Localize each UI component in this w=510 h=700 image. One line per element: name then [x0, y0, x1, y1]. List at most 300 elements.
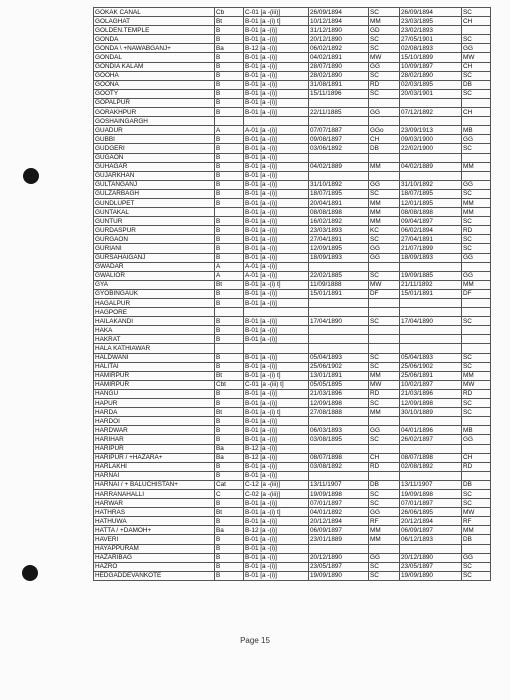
class-code-cell: B [215, 144, 244, 153]
opened-by-cell: DB [369, 144, 400, 153]
upgraded-by-cell: CH [462, 17, 491, 26]
upgraded-date-cell [400, 471, 462, 480]
class-code-cell: B [215, 108, 244, 117]
upgraded-by-cell: SC [462, 399, 491, 408]
opened-by-cell: SC [369, 35, 400, 44]
office-name-cell: GUGAON [94, 153, 215, 162]
office-name-cell: GOKAK CANAL [94, 8, 215, 17]
upgraded-date-cell: 26/02/1897 [400, 435, 462, 444]
category-cell: B-01 [a -(i)] [244, 217, 309, 226]
office-name-cell: GUJARKHAN [94, 171, 215, 180]
category-cell: B-01 [a -(i)] [244, 417, 309, 426]
class-code-cell: B [215, 153, 244, 162]
table-row [94, 44, 491, 53]
opened-date-cell: 05/04/1893 [309, 353, 369, 362]
opened-date-cell: 03/08/1895 [309, 435, 369, 444]
office-name-cell: GURSAHAIGANJ [94, 253, 215, 262]
upgraded-date-cell: 19/09/1885 [400, 271, 462, 280]
office-name-cell: GORAKHPUR [94, 108, 215, 117]
class-code-cell: B [215, 253, 244, 262]
category-cell: B-12 [a -(i)] [244, 453, 309, 462]
category-cell: B-01 [a -(i)] [244, 289, 309, 298]
category-cell: B-01 [a -(i)] [244, 253, 309, 262]
upgraded-by-cell: SC [462, 244, 491, 253]
table-row [94, 162, 491, 171]
upgraded-date-cell [400, 308, 462, 317]
opened-date-cell: 20/12/1890 [309, 553, 369, 562]
category-cell: C-12 [a -(iii)] [244, 480, 309, 489]
table-row [94, 526, 491, 535]
class-code-cell: B [215, 462, 244, 471]
category-cell: B-01 [a -(i)] [244, 71, 309, 80]
category-cell: B-01 [a -(i)] [244, 517, 309, 526]
upgraded-date-cell [400, 417, 462, 426]
punch-hole-upper [23, 168, 39, 184]
category-cell: A-01 [a -(i)] [244, 126, 309, 135]
upgraded-date-cell [400, 444, 462, 453]
category-cell: A-01 [a -(i)] [244, 271, 309, 280]
category-cell: B-01 [a -(i)] [244, 435, 309, 444]
upgraded-by-cell: MM [462, 371, 491, 380]
upgraded-by-cell: SC [462, 317, 491, 326]
upgraded-by-cell: SC [462, 71, 491, 80]
table-row [94, 108, 491, 117]
category-cell: B-01 [a -(i)] [244, 208, 309, 217]
class-code-cell: B [215, 80, 244, 89]
upgraded-date-cell: 23/05/1897 [400, 562, 462, 571]
opened-date-cell: 08/08/1898 [309, 208, 369, 217]
table-row [94, 53, 491, 62]
upgraded-date-cell: 19/09/1898 [400, 489, 462, 498]
opened-by-cell [369, 544, 400, 553]
class-code-cell: A [215, 262, 244, 271]
class-code-cell: B [215, 198, 244, 207]
upgraded-date-cell: 21/11/1892 [400, 280, 462, 289]
upgraded-by-cell [462, 471, 491, 480]
table-row [94, 553, 491, 562]
upgraded-by-cell: SC [462, 353, 491, 362]
opened-by-cell [369, 98, 400, 107]
opened-date-cell: 26/09/1894 [309, 8, 369, 17]
upgraded-by-cell: MW [462, 380, 491, 389]
category-cell: B-01 [a -(i)] [244, 26, 309, 35]
category-cell: B-01 [a -(i)] [244, 235, 309, 244]
table-row [94, 326, 491, 335]
upgraded-date-cell: 26/09/1894 [400, 8, 462, 17]
upgraded-by-cell: SC [462, 489, 491, 498]
upgraded-by-cell [462, 544, 491, 553]
upgraded-date-cell: 10/09/1897 [400, 62, 462, 71]
class-code-cell: A [215, 271, 244, 280]
opened-date-cell: 13/01/1891 [309, 371, 369, 380]
category-cell: C-01 [a -(iii) t] [244, 380, 309, 389]
category-cell: B-01 [a -(i) t] [244, 280, 309, 289]
opened-date-cell: 03/06/1892 [309, 144, 369, 153]
upgraded-by-cell: SC [462, 8, 491, 17]
class-code-cell: Ba [215, 444, 244, 453]
opened-by-cell [369, 117, 400, 126]
upgraded-date-cell: 13/11/1907 [400, 480, 462, 489]
opened-date-cell: 28/07/1890 [309, 62, 369, 71]
office-name-cell: HARIHAR [94, 435, 215, 444]
upgraded-date-cell: 06/02/1894 [400, 226, 462, 235]
office-name-cell: GOPALPUR [94, 98, 215, 107]
opened-by-cell: RD [369, 389, 400, 398]
upgraded-date-cell: 09/04/1897 [400, 217, 462, 226]
office-name-cell: HATHUWA [94, 517, 215, 526]
office-name-cell: GONDA [94, 35, 215, 44]
table-row [94, 408, 491, 417]
opened-date-cell: 07/01/1897 [309, 499, 369, 508]
office-name-cell: HAZARIBAG [94, 553, 215, 562]
class-code-cell: B [215, 362, 244, 371]
class-code-cell: B [215, 135, 244, 144]
table-row [94, 426, 491, 435]
opened-by-cell: SC [369, 353, 400, 362]
table-row [94, 499, 491, 508]
class-code-cell: B [215, 326, 244, 335]
opened-date-cell: 23/03/1893 [309, 226, 369, 235]
opened-date-cell: 20/12/1890 [309, 35, 369, 44]
class-code-cell: Cat [215, 480, 244, 489]
opened-by-cell: SC [369, 271, 400, 280]
class-code-cell: B [215, 389, 244, 398]
opened-by-cell: GG [369, 180, 400, 189]
opened-date-cell [309, 417, 369, 426]
class-code-cell: B [215, 189, 244, 198]
opened-by-cell: DB [369, 480, 400, 489]
upgraded-date-cell: 09/03/1900 [400, 135, 462, 144]
opened-date-cell: 27/08/1888 [309, 408, 369, 417]
class-code-cell: B [215, 426, 244, 435]
office-name-cell: HEDGADDEVANKOTE [94, 571, 215, 580]
table-row [94, 517, 491, 526]
upgraded-date-cell: 17/04/1890 [400, 317, 462, 326]
class-code-cell: B [215, 89, 244, 98]
opened-by-cell: GG [369, 426, 400, 435]
upgraded-by-cell: MM [462, 162, 491, 171]
opened-by-cell: SC [369, 562, 400, 571]
upgraded-date-cell [400, 299, 462, 308]
upgraded-by-cell [462, 335, 491, 344]
upgraded-by-cell: RF [462, 517, 491, 526]
class-code-cell: B [215, 517, 244, 526]
opened-by-cell: SC [369, 71, 400, 80]
office-name-cell: GUADUR [94, 126, 215, 135]
office-name-cell: GOOTY [94, 89, 215, 98]
category-cell: B-01 [a -(i)] [244, 553, 309, 562]
category-cell: B-01 [a -(i)] [244, 462, 309, 471]
table-row [94, 71, 491, 80]
opened-date-cell: 13/11/1907 [309, 480, 369, 489]
upgraded-date-cell: 27/05/1901 [400, 35, 462, 44]
class-code-cell [215, 208, 244, 217]
category-cell: B-01 [a -(i)] [244, 226, 309, 235]
upgraded-date-cell: 08/08/1898 [400, 208, 462, 217]
table-row [94, 535, 491, 544]
opened-date-cell [309, 98, 369, 107]
table-row [94, 98, 491, 107]
opened-by-cell: MM [369, 208, 400, 217]
upgraded-date-cell: 19/09/1890 [400, 571, 462, 580]
opened-date-cell: 18/09/1893 [309, 253, 369, 262]
category-cell: B-01 [a -(i)] [244, 389, 309, 398]
opened-date-cell [309, 171, 369, 180]
opened-by-cell [369, 299, 400, 308]
upgraded-date-cell [400, 98, 462, 107]
table-row [94, 435, 491, 444]
upgraded-date-cell [400, 326, 462, 335]
category-cell: B-01 [a -(i)] [244, 162, 309, 171]
opened-date-cell: 15/11/1896 [309, 89, 369, 98]
opened-date-cell: 28/02/1890 [309, 71, 369, 80]
category-cell: B-01 [a -(i)] [244, 198, 309, 207]
class-code-cell: Bt [215, 371, 244, 380]
opened-date-cell: 23/01/1889 [309, 535, 369, 544]
category-cell: B-01 [a -(i)] [244, 399, 309, 408]
upgraded-date-cell [400, 544, 462, 553]
upgraded-by-cell: SC [462, 35, 491, 44]
category-cell: B-01 [a -(i)] [244, 98, 309, 107]
office-name-cell: HALA KATHIAWAR [94, 344, 215, 353]
opened-by-cell [369, 308, 400, 317]
upgraded-date-cell: 22/02/1900 [400, 144, 462, 153]
upgraded-by-cell: SC [462, 362, 491, 371]
upgraded-by-cell: CH [462, 108, 491, 117]
table-row [94, 362, 491, 371]
upgraded-by-cell: SC [462, 189, 491, 198]
office-name-cell: HAGALPUR [94, 299, 215, 308]
table-row [94, 262, 491, 271]
office-name-cell: HAMIRPUR [94, 371, 215, 380]
upgraded-date-cell: 15/10/1899 [400, 53, 462, 62]
opened-by-cell: MM [369, 162, 400, 171]
table-row [94, 144, 491, 153]
opened-by-cell: MW [369, 280, 400, 289]
office-name-cell: GWALIOR [94, 271, 215, 280]
category-cell: B-01 [a -(i) t] [244, 408, 309, 417]
opened-by-cell: MM [369, 371, 400, 380]
category-cell: B-01 [a -(i)] [244, 362, 309, 371]
category-cell: B-01 [a -(i)] [244, 571, 309, 580]
upgraded-date-cell [400, 344, 462, 353]
class-code-cell: B [215, 71, 244, 80]
opened-date-cell [309, 326, 369, 335]
office-name-cell: GONDIA KALAM [94, 62, 215, 71]
office-name-cell: GURDASPUR [94, 226, 215, 235]
upgraded-by-cell [462, 153, 491, 162]
office-name-cell: GOOHA [94, 71, 215, 80]
upgraded-by-cell: SC [462, 89, 491, 98]
class-code-cell: Ba [215, 453, 244, 462]
upgraded-date-cell: 30/10/1889 [400, 408, 462, 417]
opened-date-cell: 31/08/1891 [309, 80, 369, 89]
opened-by-cell: MM [369, 535, 400, 544]
category-cell: B-01 [a -(i)] [244, 189, 309, 198]
upgraded-by-cell: MM [462, 280, 491, 289]
upgraded-by-cell: GG [462, 180, 491, 189]
upgraded-by-cell [462, 26, 491, 35]
table-row [94, 335, 491, 344]
upgraded-by-cell: DF [462, 289, 491, 298]
table-row [94, 26, 491, 35]
table-row [94, 126, 491, 135]
class-code-cell: B [215, 235, 244, 244]
opened-date-cell: 17/04/1890 [309, 317, 369, 326]
upgraded-by-cell [462, 117, 491, 126]
upgraded-by-cell [462, 344, 491, 353]
class-code-cell: B [215, 471, 244, 480]
class-code-cell: Bt [215, 17, 244, 26]
upgraded-date-cell [400, 171, 462, 180]
upgraded-by-cell: MW [462, 53, 491, 62]
office-name-cell: GULTANGANJ [94, 180, 215, 189]
table-row [94, 80, 491, 89]
table-row [94, 380, 491, 389]
opened-by-cell: SC [369, 489, 400, 498]
class-code-cell: Bt [215, 508, 244, 517]
category-cell: B-01 [a -(i)] [244, 35, 309, 44]
office-name-cell: GYOBINGAUK [94, 289, 215, 298]
opened-date-cell: 27/04/1891 [309, 235, 369, 244]
class-code-cell: B [215, 571, 244, 580]
category-cell: B-01 [a -(i)] [244, 144, 309, 153]
opened-date-cell: 31/10/1892 [309, 180, 369, 189]
table-row [94, 189, 491, 198]
category-cell: B-01 [a -(i) t] [244, 371, 309, 380]
upgraded-by-cell: MB [462, 426, 491, 435]
upgraded-date-cell [400, 117, 462, 126]
opened-by-cell [369, 326, 400, 335]
office-name-cell: HAZRO [94, 562, 215, 571]
table-row [94, 480, 491, 489]
opened-date-cell [309, 544, 369, 553]
office-name-cell: HARDOI [94, 417, 215, 426]
upgraded-by-cell [462, 308, 491, 317]
upgraded-by-cell [462, 444, 491, 453]
opened-by-cell: KC [369, 226, 400, 235]
upgraded-by-cell: MM [462, 208, 491, 217]
opened-by-cell: SC [369, 435, 400, 444]
opened-by-cell: MW [369, 53, 400, 62]
table-row [94, 253, 491, 262]
office-name-cell: HARNAI / + BALUCHISTAN+ [94, 480, 215, 489]
upgraded-by-cell: MM [462, 526, 491, 535]
table-row [94, 571, 491, 580]
opened-by-cell: GD [369, 26, 400, 35]
opened-date-cell: 20/04/1891 [309, 198, 369, 207]
upgraded-by-cell: RD [462, 389, 491, 398]
upgraded-date-cell: 21/03/1896 [400, 389, 462, 398]
category-cell: B-01 [a -(i)] [244, 562, 309, 571]
class-code-cell: Ba [215, 526, 244, 535]
office-name-cell: GUNTAKAL [94, 208, 215, 217]
class-code-cell: Bt [215, 408, 244, 417]
upgraded-date-cell: 31/10/1892 [400, 180, 462, 189]
category-cell: C-01 [a -(iii)] [244, 8, 309, 17]
opened-date-cell: 04/02/1891 [309, 53, 369, 62]
table-row [94, 235, 491, 244]
class-code-cell: B [215, 353, 244, 362]
upgraded-date-cell: 23/03/1895 [400, 17, 462, 26]
office-name-cell: GULZARBAGH [94, 189, 215, 198]
upgraded-date-cell: 08/07/1898 [400, 453, 462, 462]
office-name-cell: HARIPUR / +HAZARA+ [94, 453, 215, 462]
opened-by-cell: SC [369, 8, 400, 17]
upgraded-by-cell: MB [462, 126, 491, 135]
category-cell: B-01 [a -(i)] [244, 108, 309, 117]
opened-by-cell: DF [369, 289, 400, 298]
class-code-cell: B [215, 26, 244, 35]
office-name-cell: HAPUR [94, 399, 215, 408]
opened-by-cell: GG [369, 62, 400, 71]
opened-date-cell: 31/12/1890 [309, 26, 369, 35]
office-name-cell: HANGU [94, 389, 215, 398]
upgraded-date-cell: 20/12/1894 [400, 517, 462, 526]
opened-date-cell: 06/02/1892 [309, 44, 369, 53]
table-row [94, 417, 491, 426]
table-row [94, 289, 491, 298]
upgraded-by-cell: MM [462, 198, 491, 207]
opened-date-cell: 12/09/1895 [309, 244, 369, 253]
opened-by-cell: RD [369, 462, 400, 471]
upgraded-by-cell: SC [462, 571, 491, 580]
opened-by-cell: MM [369, 408, 400, 417]
table-row [94, 89, 491, 98]
opened-by-cell: MW [369, 380, 400, 389]
opened-date-cell [309, 335, 369, 344]
opened-by-cell: CH [369, 453, 400, 462]
office-name-cell: HARDA [94, 408, 215, 417]
opened-by-cell: MM [369, 526, 400, 535]
opened-by-cell: MM [369, 217, 400, 226]
table-row [94, 280, 491, 289]
class-code-cell: Cb [215, 8, 244, 17]
opened-by-cell: SC [369, 89, 400, 98]
category-cell: B-01 [a -(i)] [244, 353, 309, 362]
category-cell: B-01 [a -(i) t] [244, 508, 309, 517]
class-code-cell: B [215, 499, 244, 508]
office-name-cell: HARLAKHI [94, 462, 215, 471]
opened-date-cell: 19/09/1898 [309, 489, 369, 498]
class-code-cell: B [215, 180, 244, 189]
opened-date-cell [309, 117, 369, 126]
office-name-cell: HARDWAR [94, 426, 215, 435]
upgraded-by-cell: DB [462, 480, 491, 489]
register-table-body [94, 8, 491, 581]
category-cell: B-01 [a -(i)] [244, 535, 309, 544]
class-code-cell: B [215, 435, 244, 444]
category-cell: B-01 [a -(i)] [244, 153, 309, 162]
class-code-cell: B [215, 62, 244, 71]
table-row [94, 171, 491, 180]
class-code-cell: B [215, 535, 244, 544]
office-name-cell: GUHAGAR [94, 162, 215, 171]
opened-by-cell: GG [369, 244, 400, 253]
category-cell: B-12 [a -(i)] [244, 444, 309, 453]
table-row [94, 508, 491, 517]
opened-date-cell: 06/03/1893 [309, 426, 369, 435]
table-row [94, 180, 491, 189]
upgraded-by-cell: SC [462, 235, 491, 244]
opened-by-cell [369, 153, 400, 162]
class-code-cell: B [215, 162, 244, 171]
opened-by-cell [369, 471, 400, 480]
class-code-cell: B [215, 244, 244, 253]
category-cell: B-12 [a -(i)] [244, 44, 309, 53]
class-code-cell [215, 117, 244, 126]
upgraded-by-cell: GG [462, 271, 491, 280]
